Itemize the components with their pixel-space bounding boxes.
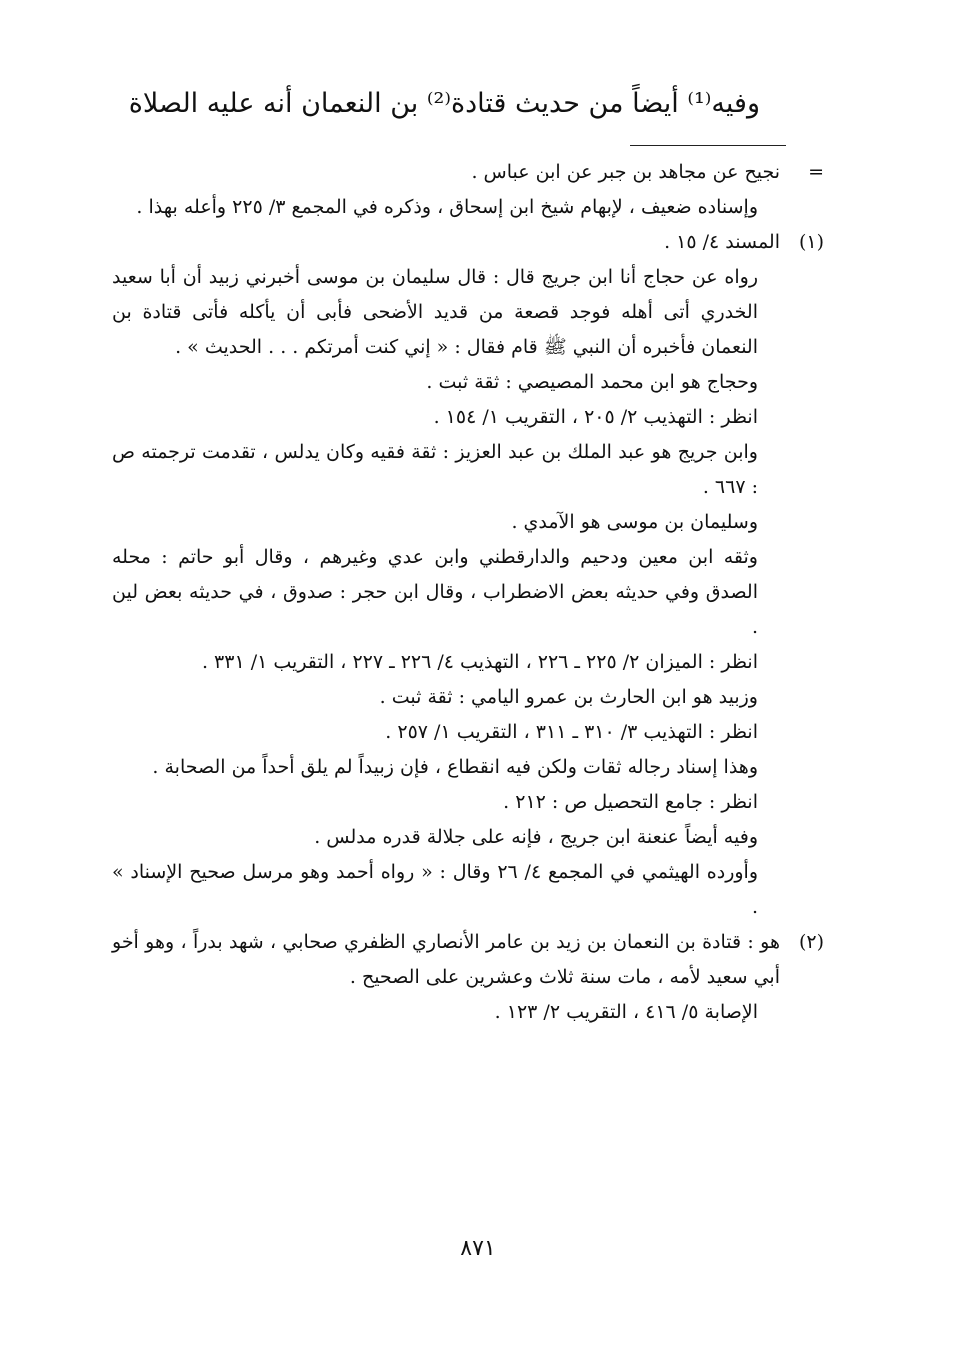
footnote-paragraph bbox=[112, 540, 824, 645]
footnote-paragraph bbox=[112, 680, 824, 715]
footnote-paragraph bbox=[112, 855, 824, 925]
footnote-text: نجيح عن مجاهد بن جبر عن ابن عباس . bbox=[471, 161, 780, 183]
footnote-text: هو : قتادة بن النعمان بن زيد بن عامر الأنصاري الظفري صحابي ، شهد بدراً ، وهو أخو أبي سعيد لأمه ، مات سنة ثلاث وعشرين على الصحيح . bbox=[112, 931, 780, 988]
footnote-text: انظر : التهذيب ٣/ ٣١٠ ـ ٣١١ ، التقريب ١/ ٢٥٧ . bbox=[385, 721, 758, 743]
marker-spacer bbox=[780, 190, 824, 225]
footnote-1 bbox=[112, 225, 824, 260]
footnote-paragraph bbox=[112, 995, 824, 1030]
footnote-text: انظر : التهذيب ٢/ ٢٠٥ ، التقريب ١/ ١٥٤ . bbox=[433, 406, 758, 428]
footnotes bbox=[112, 155, 824, 1030]
page-number: ٨٧١ bbox=[460, 1236, 496, 1261]
marker-spacer bbox=[780, 435, 824, 505]
footnote-paragraph bbox=[112, 785, 824, 820]
footnote-text: وإسناده ضعيف ، لإبهام شيخ ابن إسحاق ، وذكره في المجمع ٣/ ٢٢٥ وأعله بهذا . bbox=[136, 196, 758, 218]
main-text-line: وفيه⁽¹⁾ أيضاً من حديث قتادة⁽²⁾ بن النعمان أنه عليه الصلاة bbox=[128, 88, 760, 119]
footnote-paragraph bbox=[112, 750, 824, 785]
footnote-paragraph bbox=[112, 435, 824, 505]
marker-spacer bbox=[780, 785, 824, 820]
marker-spacer bbox=[780, 855, 824, 925]
footnote-text: وسليمان بن موسى هو الآمدي . bbox=[511, 511, 758, 533]
footnote-paragraph bbox=[112, 365, 824, 400]
marker-spacer bbox=[780, 505, 824, 540]
marker-spacer bbox=[780, 260, 824, 365]
footnote-paragraph bbox=[112, 505, 824, 540]
footnote-text: وابن جريج هو عبد الملك بن عبد العزيز : ثقة فقيه وكان يدلس ، تقدمت ترجمته ص : ٦٦٧ . bbox=[112, 441, 758, 498]
footnote-paragraph bbox=[112, 260, 824, 365]
marker-spacer bbox=[780, 995, 824, 1030]
footnote-text: الإصابة ٥/ ٤١٦ ، التقريب ٢/ ١٢٣ . bbox=[494, 1001, 758, 1023]
marker-spacer bbox=[780, 400, 824, 435]
footnote-paragraph bbox=[112, 190, 824, 225]
footnote-marker: (٢) bbox=[798, 931, 824, 953]
marker-spacer bbox=[780, 680, 824, 715]
footnote-paragraph bbox=[112, 715, 824, 750]
footnote-text: وحجاج هو ابن محمد المصيصي : ثقة ثبت . bbox=[426, 371, 758, 393]
footnote-text: وثقه ابن معين ودحيم والدارقطني وابن عدي وغيرهم ، وقال أبو حاتم : محله الصدق وفي حديثه بعض الاضطراب ، وقال ابن حجر : صدوق ، في حديثه بعض لين . bbox=[112, 546, 758, 638]
marker-spacer bbox=[780, 365, 824, 400]
footnote-text: انظر : الميزان ٢/ ٢٢٥ ـ ٢٢٦ ، التهذيب ٤/ ٢٢٦ ـ ٢٢٧ ، التقريب ١/ ٣٣١ . bbox=[201, 651, 758, 673]
footnote-paragraph bbox=[112, 645, 824, 680]
footnote-text: وفيه أيضاً عنعنة ابن جريج ، فإنه على جلالة قدره مدلس . bbox=[314, 826, 758, 848]
footnote-separator bbox=[630, 145, 786, 146]
footnote-paragraph bbox=[112, 400, 824, 435]
footnote-continuation bbox=[112, 155, 824, 190]
marker-spacer bbox=[780, 645, 824, 680]
footnote-text: وهذا إسناد رجاله ثقات ولكن فيه انقطاع ، فإن زبيداً لم يلق أحداً من الصحابة . bbox=[152, 756, 758, 778]
continuation-marker: = bbox=[808, 161, 824, 183]
footnote-text: انظر : جامع التحصيل ص : ٢١٢ . bbox=[503, 791, 758, 813]
marker-spacer bbox=[780, 540, 824, 645]
footnote-source: المسند ٤/ ١٥ . bbox=[664, 231, 780, 253]
footnote-text: وأورده الهيثمي في المجمع ٤/ ٢٦ وقال : « رواه أحمد وهو مرسل صحيح الإسناد » . bbox=[112, 861, 759, 918]
footnote-marker: (١) bbox=[798, 231, 824, 253]
marker-spacer bbox=[780, 820, 824, 855]
footnote-text: وزبيد هو ابن الحارث بن عمرو اليامي : ثقة ثبت . bbox=[379, 686, 758, 708]
footnote-paragraph bbox=[112, 820, 824, 855]
footnote-text: رواه عن حجاج أنا ابن جريج قال : قال سليمان بن موسى أخبرني زبيد أن أبا سعيد الخدري أتى أهله فوجد قصعة من قديد الأضحى فأبى أن يأكله فأتى قتادة بن النعمان فأخبره أن النبي ﷺ قام فقال : « إني كنت أمرتكم . . . الحديث » . bbox=[112, 266, 758, 358]
marker-spacer bbox=[780, 750, 824, 785]
marker-spacer bbox=[780, 715, 824, 750]
footnote-2 bbox=[112, 925, 824, 995]
